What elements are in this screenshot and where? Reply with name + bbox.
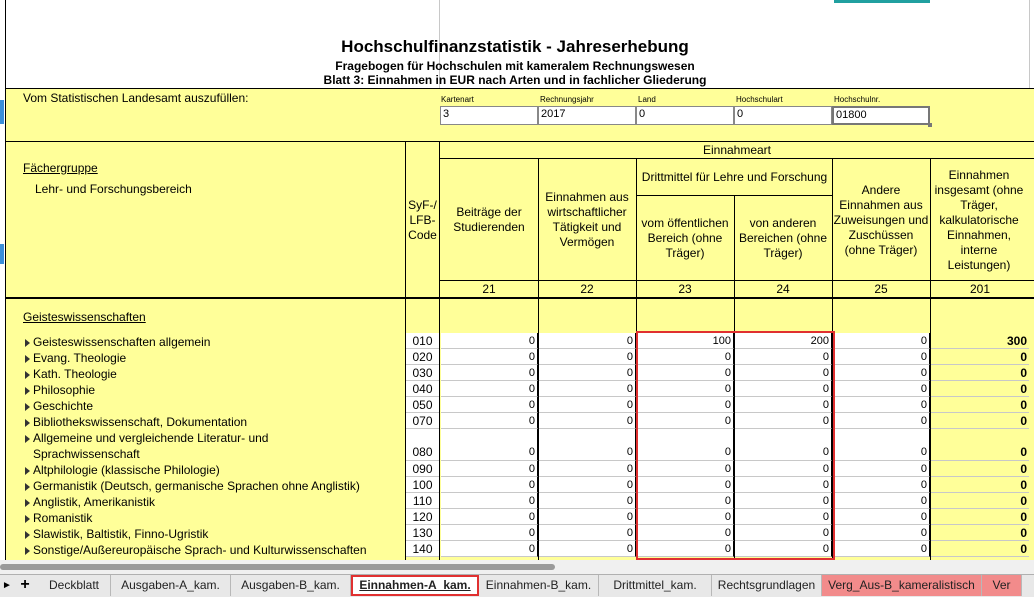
row-code-cell[interactable]: 120 (406, 509, 439, 525)
value-cell-24[interactable]: 0 (735, 381, 832, 397)
row-label-text-cont: Sprachwissenschaft (33, 447, 140, 461)
col-code-21: 21 (482, 281, 496, 296)
value-cell-22[interactable]: 0 (539, 509, 636, 525)
value-cell-21[interactable]: 0 (441, 365, 538, 381)
value-cell-22[interactable]: 0 (539, 413, 636, 429)
value-cell-22[interactable]: 0 (539, 365, 636, 381)
value-cell-23[interactable]: 0 (637, 349, 734, 365)
divider (5, 88, 1034, 89)
row-label (25, 542, 367, 558)
col-code-24: 24 (776, 281, 790, 296)
syf-code-header: SyF-/ LFB- Code (408, 197, 437, 242)
fill-handle[interactable] (928, 123, 932, 127)
col-header-23: vom öffentlichen Bereich (ohne Träger) (641, 216, 729, 260)
row-code-cell[interactable]: 030 (406, 365, 439, 381)
value-cell-22[interactable]: 0 (539, 397, 636, 413)
row-label (25, 494, 155, 510)
expand-triangle-icon[interactable] (25, 467, 30, 475)
value-cell-23[interactable]: 100 (637, 333, 734, 349)
land-field[interactable]: 0 (636, 106, 734, 125)
row-label-text: Allgemeine und vergleichende Literatur- und (33, 431, 269, 445)
row-label-text: Altphilologie (klassische Philologie) (33, 463, 220, 477)
col-code-201: 201 (969, 281, 991, 296)
hochschulnr-field[interactable]: 01800 (832, 106, 930, 125)
total-cell-201[interactable]: 0 (931, 429, 1029, 461)
row-label (25, 462, 220, 478)
expand-triangle-icon[interactable] (25, 339, 30, 347)
einnahmeart-header: Einnahmeart (702, 143, 772, 157)
sheet-tab-bar (0, 574, 1034, 597)
row-code-cell[interactable]: 080 (406, 429, 439, 461)
add-sheet-icon[interactable]: + (20, 576, 30, 593)
total-cell-201[interactable]: 0 (931, 365, 1029, 381)
value-cell-25[interactable]: 0 (833, 381, 930, 397)
row-label-text: Sonstige/Außereuropäische Sprach- und Kulturwissenschaften (33, 543, 367, 557)
value-cell-25[interactable]: 0 (833, 493, 930, 509)
col-code-22: 22 (580, 281, 594, 296)
value-cell-21[interactable]: 0 (441, 349, 538, 365)
total-cell-201[interactable]: 300 (931, 333, 1029, 349)
row-code-cell[interactable]: 020 (406, 349, 439, 365)
value-cell-21[interactable]: 0 (441, 461, 538, 477)
row-code-cell[interactable]: 130 (406, 525, 439, 541)
value-cell-21[interactable]: 0 (441, 493, 538, 509)
expand-triangle-icon[interactable] (25, 387, 30, 395)
total-cell-201[interactable]: 0 (931, 477, 1029, 493)
sheet-tab[interactable]: Ausgaben-A_kam. (111, 575, 231, 596)
section-title: Geisteswissenschaften (23, 310, 146, 324)
row-label (25, 478, 360, 494)
field-label-rechnungsjahr: Rechnungsjahr (540, 95, 594, 104)
value-cell-25[interactable]: 0 (833, 397, 930, 413)
sheet-tab[interactable]: Verg_Aus-B_kameralistisch (822, 575, 982, 596)
row-marker (0, 100, 4, 124)
drittmittel-header: Drittmittel für Lehre und Forschung (641, 169, 828, 184)
row-label-text: Geisteswissenschaften allgemein (33, 335, 211, 349)
row-label (25, 350, 126, 366)
rechnungsjahr-field[interactable]: 2017 (538, 106, 636, 125)
value-cell-22[interactable]: 0 (539, 429, 636, 461)
value-cell-23[interactable]: 0 (637, 461, 734, 477)
value-cell-23[interactable]: 0 (637, 477, 734, 493)
total-cell-201[interactable]: 0 (931, 461, 1029, 477)
value-cell-21[interactable]: 0 (441, 413, 538, 429)
row-label-text: Kath. Theologie (33, 367, 117, 381)
row-code-cell[interactable]: 090 (406, 461, 439, 477)
value-cell-25[interactable]: 0 (833, 429, 930, 461)
total-cell-201[interactable]: 0 (931, 349, 1029, 365)
value-cell-23[interactable]: 0 (637, 365, 734, 381)
value-cell-25[interactable]: 0 (833, 349, 930, 365)
expand-triangle-icon[interactable] (25, 547, 30, 555)
row-label-text: Evang. Theologie (33, 351, 127, 365)
value-cell-22[interactable]: 0 (539, 333, 636, 349)
row-label (25, 398, 93, 414)
sheet-tab[interactable]: Deckblatt (38, 575, 111, 596)
value-cell-21[interactable]: 0 (441, 525, 538, 541)
value-cell-23[interactable]: 0 (637, 381, 734, 397)
row-label-text: Germanistik (Deutsch, germanische Sprachen ohne Anglistik) (33, 479, 360, 493)
value-cell-24[interactable]: 0 (735, 397, 832, 413)
value-cell-21[interactable]: 0 (441, 429, 538, 461)
selection-highlight (636, 331, 835, 560)
value-cell-24[interactable]: 0 (735, 429, 832, 461)
row-label (25, 334, 210, 350)
value-cell-22[interactable]: 0 (539, 541, 636, 557)
value-cell-22[interactable]: 0 (539, 349, 636, 365)
page-title: Hochschulfinanzstatistik - Jahreserhebung (341, 37, 689, 56)
expand-triangle-icon[interactable] (25, 515, 30, 523)
row-label (25, 382, 95, 398)
field-label-hochschulart: Hochschulart (736, 95, 783, 104)
value-cell-21[interactable]: 0 (441, 333, 538, 349)
divider (5, 297, 1034, 299)
total-cell-201[interactable]: 0 (931, 413, 1029, 429)
expand-triangle-icon[interactable] (25, 403, 30, 411)
value-cell-25[interactable]: 0 (833, 525, 930, 541)
divider (636, 195, 832, 196)
row-code-cell[interactable]: 140 (406, 541, 439, 557)
field-label-kartenart: Kartenart (441, 95, 474, 104)
row-label-text: Geschichte (33, 399, 94, 413)
sheet-tab[interactable]: Einnahmen-B_kam. (479, 575, 599, 596)
row-label (25, 430, 268, 462)
value-cell-24[interactable]: 0 (735, 365, 832, 381)
value-cell-22[interactable]: 0 (539, 525, 636, 541)
expand-triangle-icon[interactable] (25, 499, 30, 507)
kartenart-field[interactable]: 3 (440, 106, 538, 125)
total-cell-201[interactable]: 0 (931, 509, 1029, 525)
page-subtitle-sheet: Blatt 3: Einnahmen in EUR nach Arten und in fachlicher Gliederung (323, 73, 707, 87)
value-cell-21[interactable]: 0 (441, 541, 538, 557)
value-cell-21[interactable]: 0 (441, 477, 538, 493)
value-cell-25[interactable]: 0 (833, 333, 930, 349)
value-cell-24[interactable]: 0 (735, 541, 832, 557)
faechergruppe-label: Fächergruppe (23, 161, 98, 175)
field-label-land: Land (638, 95, 656, 104)
value-cell-23[interactable]: 0 (637, 493, 734, 509)
scrollbar-thumb[interactable] (0, 564, 555, 570)
divider (5, 141, 1034, 142)
expand-triangle-icon[interactable] (25, 419, 30, 427)
expand-triangle-icon[interactable] (25, 483, 30, 491)
value-cell-22[interactable]: 0 (539, 477, 636, 493)
value-cell-23[interactable]: 0 (637, 413, 734, 429)
row-code-cell[interactable]: 070 (406, 413, 439, 429)
value-cell-24[interactable]: 0 (735, 493, 832, 509)
field-label-hochschulnr: Hochschulnr. (834, 95, 881, 104)
grid-line (439, 141, 440, 560)
total-cell-201[interactable]: 0 (931, 381, 1029, 397)
page-subtitle: Fragebogen für Hochschulen mit kameralem Rechnungswesen (335, 59, 695, 73)
value-cell-25[interactable]: 0 (833, 477, 930, 493)
sheet-tab[interactable]: Ausgaben-B_kam. (231, 575, 351, 596)
col-header-22: Einnahmen aus wirtschaftlicher Tätigkeit und Vermögen (545, 190, 629, 249)
row-marker (0, 244, 4, 264)
row-label (25, 526, 208, 542)
expand-triangle-icon[interactable] (25, 531, 30, 539)
landesamt-label: Vom Statistischen Landesamt auszufüllen: (23, 91, 249, 105)
expand-triangle-icon[interactable] (25, 355, 30, 363)
value-cell-25[interactable]: 0 (833, 365, 930, 381)
expand-triangle-icon[interactable] (25, 435, 30, 443)
horizontal-scrollbar[interactable] (0, 560, 1034, 574)
value-cell-23[interactable]: 0 (637, 429, 734, 461)
row-label-text: Anglistik, Amerikanistik (33, 495, 156, 509)
col-code-25: 25 (874, 281, 888, 296)
col-header-24: von anderen Bereichen (ohne Träger) (738, 216, 828, 260)
value-cell-23[interactable]: 0 (637, 397, 734, 413)
value-cell-24[interactable]: 0 (735, 509, 832, 525)
row-label (25, 414, 247, 430)
value-cell-25[interactable]: 0 (833, 541, 930, 557)
total-cell-201[interactable]: 0 (931, 397, 1029, 413)
value-cell-23[interactable]: 0 (637, 541, 734, 557)
value-cell-21[interactable]: 0 (441, 509, 538, 525)
value-cell-24[interactable]: 0 (735, 477, 832, 493)
grid-line (1029, 0, 1030, 88)
value-cell-22[interactable]: 0 (539, 381, 636, 397)
total-cell-201[interactable]: 0 (931, 493, 1029, 509)
col-code-23: 23 (678, 281, 692, 296)
row-label-text: Slawistik, Baltistik, Finno-Ugristik (33, 527, 209, 541)
row-code-cell[interactable]: 010 (406, 333, 439, 349)
value-cell-25[interactable]: 0 (833, 461, 930, 477)
value-cell-25[interactable]: 0 (833, 509, 930, 525)
value-cell-21[interactable]: 0 (441, 381, 538, 397)
row-code-cell[interactable]: 110 (406, 493, 439, 509)
value-cell-23[interactable]: 0 (637, 509, 734, 525)
hochschulart-field[interactable]: 0 (734, 106, 832, 125)
value-cell-24[interactable]: 200 (735, 333, 832, 349)
lehr-forschung-label: Lehr- und Forschungsbereich (35, 182, 192, 196)
value-cell-22[interactable]: 0 (539, 461, 636, 477)
value-cell-24[interactable]: 0 (735, 349, 832, 365)
value-cell-25[interactable]: 0 (833, 413, 930, 429)
row-code-cell[interactable]: 050 (406, 397, 439, 413)
row-code-cell[interactable]: 100 (406, 477, 439, 493)
value-cell-24[interactable]: 0 (735, 461, 832, 477)
row-label-text: Philosophie (33, 383, 96, 397)
value-cell-24[interactable]: 0 (735, 525, 832, 541)
cell-cursor-indicator (834, 0, 930, 3)
scroll-tabs-icon[interactable]: ► (2, 580, 12, 591)
sheet-tab[interactable]: Ver (982, 575, 1022, 596)
value-cell-23[interactable]: 0 (637, 525, 734, 541)
total-cell-201[interactable]: 0 (931, 525, 1029, 541)
expand-triangle-icon[interactable] (25, 371, 30, 379)
value-cell-22[interactable]: 0 (539, 493, 636, 509)
row-label-text: Bibliothekswissenschaft, Dokumentation (33, 415, 248, 429)
col-header-25: Andere Einnahmen aus Zuweisungen und Zuschüssen (ohne Träger) (833, 182, 929, 257)
row-label-text: Romanistik (33, 511, 93, 525)
col-header-21: Beiträge der Studierenden (453, 205, 525, 234)
col-header-201: Einnahmen insgesamt (ohne Träger, kalkulatorische Einnahmen, interne Leistungen) (934, 167, 1024, 272)
divider (439, 158, 1034, 159)
sheet-tab[interactable]: Drittmittel_kam. (599, 575, 712, 596)
row-label (25, 510, 92, 526)
sheet-tab[interactable]: Rechtsgrundlagen (712, 575, 822, 596)
value-cell-21[interactable]: 0 (441, 397, 538, 413)
row-label (25, 366, 117, 382)
total-cell-201[interactable]: 0 (931, 541, 1029, 557)
value-cell-24[interactable]: 0 (735, 413, 832, 429)
row-code-cell[interactable]: 040 (406, 381, 439, 397)
sheet-tab[interactable]: Einnahmen-A_kam. (351, 575, 479, 596)
